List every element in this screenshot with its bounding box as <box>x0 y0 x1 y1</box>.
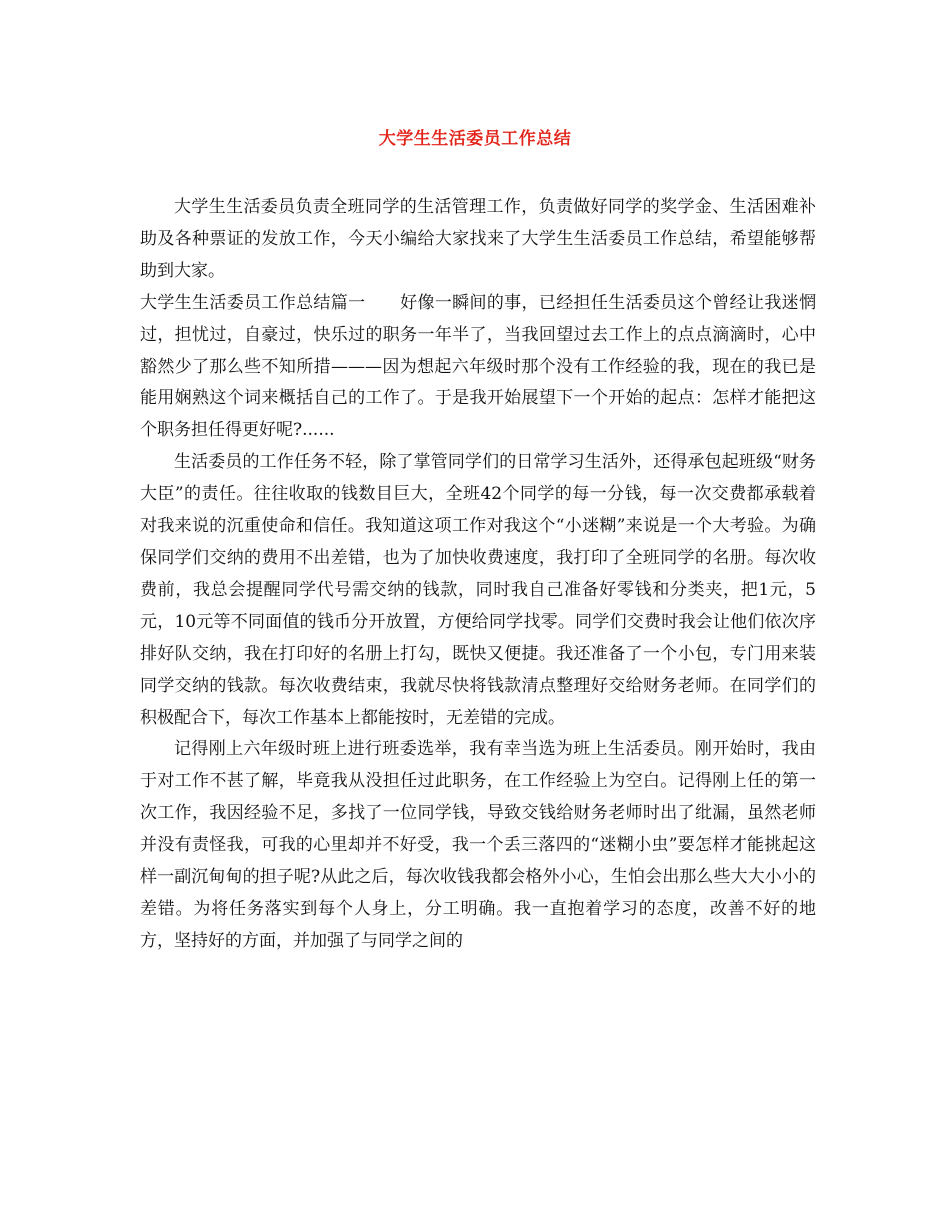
document-title: 大学生生活委员工作总结 <box>378 129 572 149</box>
paragraph-first-election: 记得刚上六年级时班上进行班委选举，我有幸当选为班上生活委员。刚开始时，我由于对工作不甚了解，毕竟我从没担任过此职务，在工作经验上为空白。记得刚上任的第一次工作，我因经验不足，多找了一位同学钱，导致交钱给财务老师时出了纰漏，虽然老师并没有责怪我，可我的心里却并不好受，我一个丢三落四的“迷糊小虫”要怎样才能挑起这样一副沉甸甸的担子呢?从此之后，每次收钱我都会格外小心，生怕会出那么些大大小小的差错。为将任务落实到每个人身上，分工明确。我一直抱着学习的态度，改善不好的地方，坚持好的方面，并加强了与同学之间的 <box>140 739 816 951</box>
paragraph-section-one: 大学生生活委员工作总结篇一 好像一瞬间的事，已经担任生活委员这个曾经让我迷惘过，担忧过，自豪过，快乐过的职务一年半了，当我回望过去工作上的点点滴滴时，心中豁然少了那么些不知所措———因为想起六年级时那个没有工作经验的我，现在的我已是能用娴熟这个词来概括自己的工作了。于是我开始展望下一个开始的起点：怎样才能把这个职务担任得更好呢?...... <box>140 292 816 441</box>
paragraph-finance-duty: 生活委员的工作任务不轻，除了掌管同学们的日常学习生活外，还得承包起班级“财务大臣”的责任。往往收取的钱数目巨大，全班42个同学的每一分钱，每一次交费都承载着对我来说的沉重使命和信任。我知道这项工作对我这个“小迷糊”来说是一个大考验。为确保同学们交纳的费用不出差错，也为了加快收费速度，我打印了全班同学的名册。每次收费前，我总会提醒同学代号需交纳的钱款，同时我自己准备好零钱和分类夹，把1元，5元，10元等不同面值的钱币分开放置，方便给同学找零。同学们交费时我会让他们依次序排好队交纳，我在打印好的名册上打勾，既快又便捷。我还准备了一个小包，专门用来装同学交纳的钱款。每次收费结束，我就尽快将钱款清点整理好交给财务老师。在同学们的积极配合下，每次工作基本上都能按时，无差错的完成。 <box>140 452 816 728</box>
document-body <box>140 192 816 958</box>
paragraph-intro: 大学生生活委员负责全班同学的生活管理工作，负责做好同学的奖学金、生活困难补助及各种票证的发放工作，今天小编给大家找来了大学生生活委员工作总结，希望能够帮助到大家。 <box>140 197 816 281</box>
